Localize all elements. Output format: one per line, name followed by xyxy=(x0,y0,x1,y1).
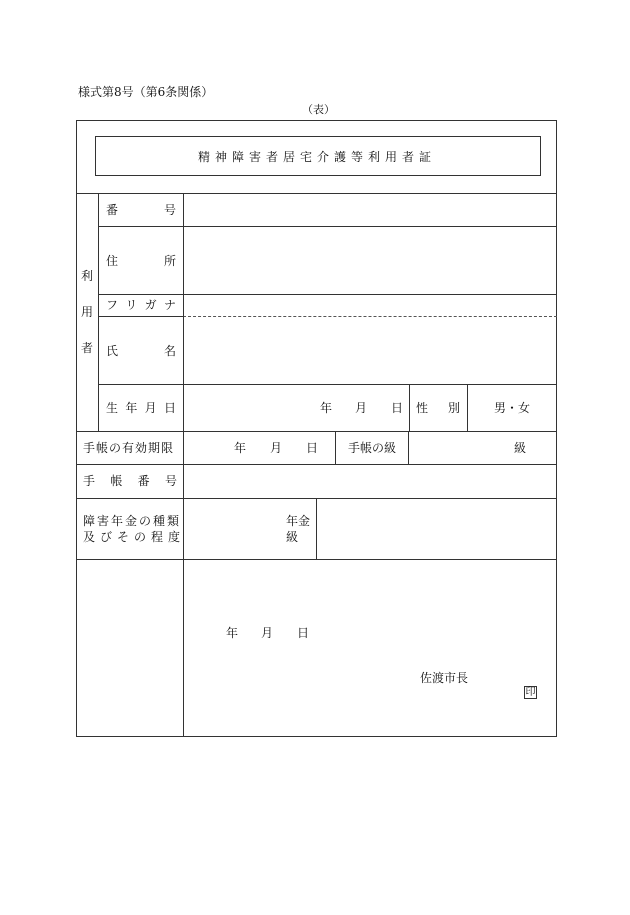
form-title-text: 精神障害者居宅介護等利用者証 xyxy=(198,150,437,164)
col-divider xyxy=(335,431,336,464)
form-number: 様式第8号（第6条関係） xyxy=(78,85,214,99)
issue-day: 日 xyxy=(297,626,310,640)
pension-label-line1: 障害年金の種類 xyxy=(83,514,182,528)
col-divider xyxy=(467,384,468,431)
birthdate-year: 年 xyxy=(320,401,333,415)
handbook-grade-label: 手帳の級 xyxy=(348,441,397,455)
issue-month: 月 xyxy=(261,626,274,640)
row-divider xyxy=(98,316,183,317)
issue-year: 年 xyxy=(226,626,239,640)
col-divider xyxy=(409,384,410,431)
number-label: 番 号 xyxy=(106,203,176,217)
handbook-number-label: 手 帳 番 号 xyxy=(83,474,177,488)
address-label: 住 所 xyxy=(106,254,176,268)
number-field[interactable] xyxy=(184,194,556,226)
birthdate-label: 生 年 月 日 xyxy=(106,401,176,415)
row-divider xyxy=(76,431,557,432)
col-divider xyxy=(98,193,99,431)
furigana-field[interactable] xyxy=(184,295,556,316)
user-label-char: 利 xyxy=(81,269,94,283)
handbook-number-field[interactable] xyxy=(184,465,556,498)
row-divider xyxy=(76,559,557,560)
row-divider xyxy=(98,384,557,385)
handbook-validity-label: 手帳の有効期限 xyxy=(83,441,175,455)
pension-unit: 年金 xyxy=(286,514,311,528)
seal-mark: 印 xyxy=(525,686,536,698)
birthdate-month: 月 xyxy=(355,401,368,415)
user-label-char: 用 xyxy=(81,305,94,319)
pension-label-line2: 及びその程度 xyxy=(83,530,186,544)
handbook-grade-unit: 級 xyxy=(514,441,527,455)
validity-year: 年 xyxy=(234,441,247,455)
gender-label: 性 別 xyxy=(416,401,460,415)
pension-grade-unit: 級 xyxy=(286,530,299,544)
issuer-name: 佐渡市長 xyxy=(420,671,469,685)
validity-month: 月 xyxy=(270,441,283,455)
birthdate-day: 日 xyxy=(391,401,404,415)
furigana-label: フ リ ガ ナ xyxy=(106,298,176,312)
side-label: （表） xyxy=(302,103,335,116)
validity-day: 日 xyxy=(306,441,319,455)
col-divider xyxy=(408,431,409,464)
user-label-char: 者 xyxy=(81,341,94,355)
gender-options[interactable]: 男・女 xyxy=(494,401,531,415)
col-divider xyxy=(316,498,317,559)
name-field[interactable] xyxy=(184,317,556,384)
name-label: 氏 名 xyxy=(106,344,176,358)
address-field[interactable] xyxy=(184,227,556,294)
form-title xyxy=(198,151,438,163)
